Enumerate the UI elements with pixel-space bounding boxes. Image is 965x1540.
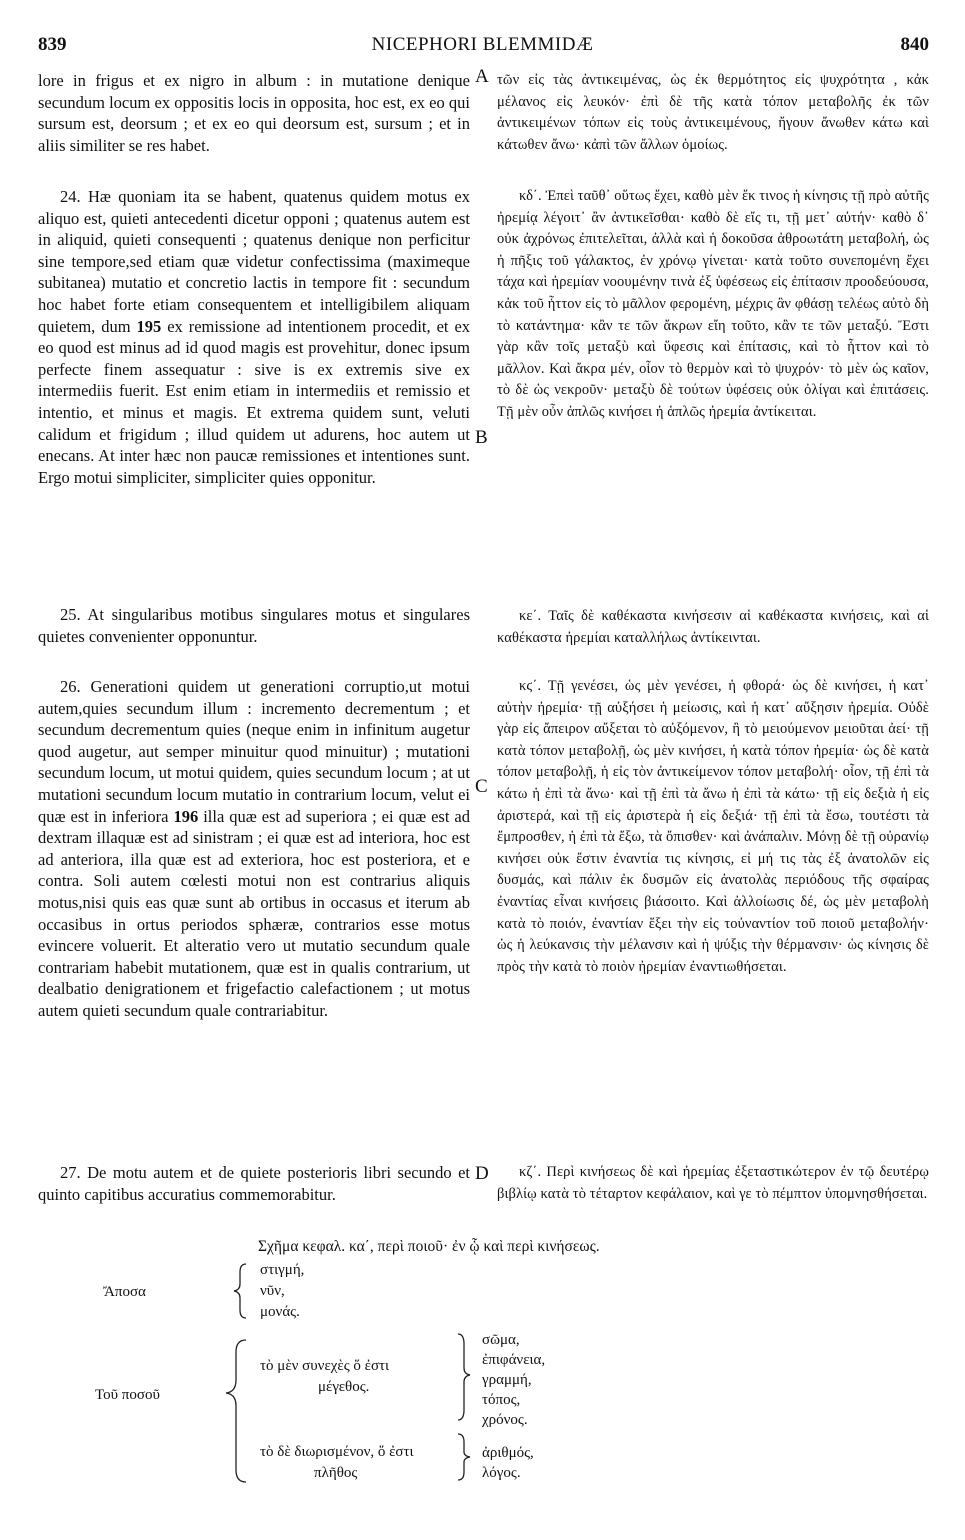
latin-24-text-a: 24. Hæ quoniam ita se habent, quatenus quidem motus ex aliquo est, quieti antecedenti dicetur opponi ; quatenus autem est in aliquid, quieti consequenti ; quatenus denique non perficitur sine tempore,sed etiam quæ videtur confectissima (maximeque subitanea) mutatio et concretio lactis in tempore fit : secundum hoc habet forte etiam consequentem et intelligibilem aliquam quietem, dum bbox=[38, 187, 470, 336]
greek-26-text: κϛ΄. Τῇ γενέσει, ὡς μὲν γενέσει, ἡ φθορά· ὡς δὲ κινήσει, ἡ κατ᾽ αὐτὴν ἠρεμία· τῇ αὐξήσει ἡ μείωσις, καὶ ἡ κατ᾽ αὔξησιν ἠρεμία. Οὐδὲ γὰρ εἰς ἄπειρον αὔξεται τὸ αὐξόμενον, ἢ τὸ μειούμενον μειοῦται ἀεί· τῇ κατὰ τόπον μεταβολῇ, ὡς μὲν κινήσει, ἡ κατὰ τόπον ἠρεμία· ὡς δὲ κατὰ τόπον μεταβολῇ, ἡ εἰς τὸν ἀντικείμενον τόπον μεταβολή· οἷον, τῇ ἐπὶ τὰ κάτω ἡ ἐπὶ τὰ ἄνω· καὶ τῇ ἐπὶ τὰ ἄνω ἡ ἐπὶ τὰ κάτω· τῇ εἰς δεξιὰ ἡ εἰς ἀριστερά, καὶ τῇ εἰς ἀριστερὰ ἡ εἰς δεξιά· τῇ ἐπὶ τὰ ἔσω, τουτέστι τὰ ἔμπροσθεν, ἡ ἐπὶ τὰ ἔξω, τὰ ὄπισθεν· καὶ ἀνάπαλιν. Μόνῃ δὲ τῇ οὐρανίῳ κινήσει οὐκ ἔστιν ἐναντία τις κίνησις, εἰ μή τις τὰς ἐξ ἀνατολῶν εἰς δυσμάς, καὶ πάλιν ἐκ δυσμῶν εἰς ἀνατολὰς περιόδους τῆς σφαίρας ἐναντίας εἶναι κινήσεις βιάσοιτο. Καὶ ἀλλοίωσις δέ, ὡς μὲν μεταβολὴ κατὰ τὸ ποιόν, ἐναντίαν ἕξει τὴν εἰς τοὐναντίον τοῦ ποιοῦ μεταβολήν· ὡς ἡ λεύκανσις τὴν μέλανσιν καὶ ἡ ψύξις τὴν θέρμανσιν· ὡς κίνησις δὲ πρὸς τὴν κατὰ τὸ ποιὸν ἠρεμίαν ἐναντιωθήσεται. bbox=[497, 678, 929, 975]
schema-dioris-line-2: πλῆθος bbox=[314, 1465, 358, 1481]
page-number-left: 839 bbox=[38, 34, 67, 55]
schema-dioris-item-1: ἀριθμός, bbox=[482, 1445, 534, 1461]
schema-posou-label: Τοῦ ποσοῦ bbox=[95, 1387, 160, 1403]
running-title: NICEPHORI BLEMMIDÆ bbox=[371, 34, 594, 55]
schema-syneches-line-2: μέγεθος. bbox=[318, 1379, 370, 1395]
schema-aposa-item-2: νῦν, bbox=[260, 1283, 285, 1299]
latin-26-text-a: 26. Generationi quidem ut generationi corruptio,ut motui autem,quies secundum illum : incremento decrementum ; et secundum decrementum quies (neque enim in infinitum augetur quod augetur, aut semper minuitur quod minuitur) ; mutationi secundum locum, ut motui quidem, quies secundum locum ; at ut mutationi secundum locum mutatio in contrarium locum, velut ei quæ est in inferiora bbox=[38, 677, 470, 826]
brace-posou bbox=[226, 1340, 246, 1482]
greek-27-text: κζ΄. Περὶ κινήσεως δὲ καὶ ἠρεμίας ἐξεταστικώτερον ἐν τῷ δευτέρῳ βιβλίῳ κατὰ τὸ τέταρτον κεφάλαιον, καὶ γε τὸ πέμπτον ὑπομνησθήσεται. bbox=[497, 1164, 929, 1202]
latin-25-text: 25. At singularibus motibus singulares motus et singulares quietes convenienter opponuntur. bbox=[38, 605, 470, 646]
schema-syneches-item-3: γραμμή, bbox=[482, 1372, 532, 1388]
schema-dioris-line-1: τὸ δὲ διωρισμένον, ὅ ἐστι bbox=[260, 1444, 414, 1460]
schema-title: Σχῆμα κεφαλ. κα΄, περὶ ποιοῦ· ἐν ᾧ καὶ περὶ κινήσεως. bbox=[258, 1238, 600, 1255]
page-number-right: 840 bbox=[900, 34, 929, 55]
brace-syneches-close bbox=[458, 1334, 470, 1420]
latin-26-text-b: illa quæ est ad superiora ; ei quæ est ad dextram illaquæ est ad sinistram ; ei quæ est ad interiora, hoc est ad anteriora, illa quæ est ad exteriora, hoc est posteriora, et e contra. Soli autem cœlesti motui non est contrarius aliquis motus,nisi quis eas quæ sunt ab ortibus in occasus et iterum ab occasibus in ortus periodos sphæræ, contrarios esse motus evincere voluerit. Et alteratio vero ut mutatio secundum quale contrariam habebit mutationem, quæ est in qualis contrarium, ut dealbatio denigrationem et frigefactio calefactionem ; ut motus autem quieti secundum quale contrariabitur. bbox=[38, 806, 470, 1020]
schema-syneches-line-1: τὸ μὲν συνεχὲς ὅ ἐστι bbox=[260, 1358, 390, 1374]
margin-mark-d: D bbox=[475, 1163, 489, 1184]
schema-syneches-item-5: χρόνος. bbox=[482, 1412, 528, 1428]
greek-24-text: κδ΄. Ἐπεὶ ταῦθ᾽ οὕτως ἔχει, καθὸ μὲν ἔκ τινος ἡ κίνησις τῇ πρὸ αὐτῆς ἠρεμίᾳ λέγοιτ᾽ ἂν ἀντικεῖσθαι· καθὸ δὲ εἴς τι, τῇ μετ᾽ αὐτήν· καθὸ δ᾽ οὐκ ἀχρόνως ἐπιτελεῖται, ἀλλὰ καὶ ἡ δοκοῦσα ἀθροωτάτη μεταβολή, ὡς ἡ πῆξις τοῦ γάλακτος, ἐν χρόνῳ γίνεται· κατὰ τοῦτο συνεπομένη ἔχει τάχα καὶ ἠρεμίαν νοουμένην τινὰ ἐξ ὑφέσεως εἰς ἐπίτασιν προοδεύουσα, κἀκ τοῦ ἧττον εἰς τὸ μᾶλλον φερομένη, μέχρις ἂν φθάσῃ τελέως αὐτὸ δὴ τὸ κατάντημα· κἂν τε τῶν ἄκρων εἴη τοῦτο, κἂν τε τῶν μεταξύ. Ἔστι γὰρ κἂν τοῖς μεταξὺ καὶ ὕφεσις καὶ ἐπίτασις, καὶ τὸ ἧττον καὶ τὸ μᾶλλον. Καὶ ἄκρα μέν, οἷον τὸ θερμὸν καὶ τὸ ψυχρόν· τὸ μὲν ὡς καῖον, τὸ δὲ ὡς νεκροῦν· μεταξὺ δὲ τούτων ὑφέσεις οὐκ ὀλίγαι καὶ ἐπιτάσεις. Τῇ μὲν οὖν ἁπλῶς κινήσει ἡ ἁπλῶς ἠρεμία ἀντίκειται. bbox=[497, 188, 930, 420]
latin-27-text: 27. De motu autem et de quiete posterioris libri secundo et quinto capitibus accuratius commemorabitur. bbox=[38, 1163, 470, 1204]
schema-aposa-label: Ἄποσα bbox=[103, 1284, 146, 1300]
column-number-196: 196 bbox=[173, 806, 199, 826]
schema-aposa-item-3: μονάς. bbox=[260, 1304, 300, 1320]
latin-24-text-b: ex remissione ad intentionem procedit, et ex eo quod est minus ad id quod magis est provehitur, donec ipsum perfecte finem assequatur : sive is ex extremis sive ex intermediis fuerit. Est enim etiam in intermediis et remissio et intentio, et minus et magis. Et extrema quidem sunt, veluti calidum et frigidum ; illud quidem ut adurens, hoc autem ut enecans. At inter hæc non paucæ remissiones et intentiones sunt. Ergo motui simpliciter, simpliciter quies opponitur. bbox=[38, 316, 471, 487]
schema-syneches-item-1: σῶμα, bbox=[482, 1332, 520, 1348]
margin-mark-b: B bbox=[475, 427, 488, 448]
column-number-195: 195 bbox=[136, 316, 162, 336]
latin-intro-text: lore in frigus et ex nigro in album : in mutatione denique secundum locum ex oppositis locis in opposita, hoc est, ex eo qui sursum est, deorsum ; et ex eo qui deorsum est, sursum ; et in aliis similiter se res habet. bbox=[38, 71, 470, 155]
margin-mark-a: A bbox=[475, 66, 489, 87]
schema-aposa-item-1: στιγμή, bbox=[260, 1262, 305, 1278]
greek-25-text: κε΄. Ταῖς δὲ καθέκαστα κινήσεσιν αἱ καθέκαστα κινήσεις, καὶ αἱ καθέκαστα ἠρεμίαι καταλλήλως ἀντίκεινται. bbox=[497, 608, 929, 646]
margin-mark-c: C bbox=[475, 776, 488, 797]
brace-aposa bbox=[234, 1264, 246, 1318]
schema-dioris-item-2: λόγος. bbox=[482, 1465, 521, 1481]
brace-dioris-close bbox=[458, 1434, 470, 1480]
schema-syneches-item-2: ἐπιφάνεια, bbox=[482, 1352, 546, 1368]
schema-syneches-item-4: τόπος, bbox=[482, 1392, 521, 1408]
greek-intro-text: τῶν εἰς τὰς ἀντικειμένας, ὡς ἐκ θερμότητος εἰς ψυχρότητα , κἀκ μέλανος εἰς λευκόν· ἐπὶ δὲ τῆς κατὰ τόπον μεταβολῆς ἐκ τῶν ἀντικειμένων τόπων εἰς τοὺς ἀντικειμένους, ἤγουν ἄνωθεν κάτω καὶ κάτωθεν ἄνω· κἀπὶ τῶν ἄλλων ὁμοίως. bbox=[497, 72, 929, 153]
